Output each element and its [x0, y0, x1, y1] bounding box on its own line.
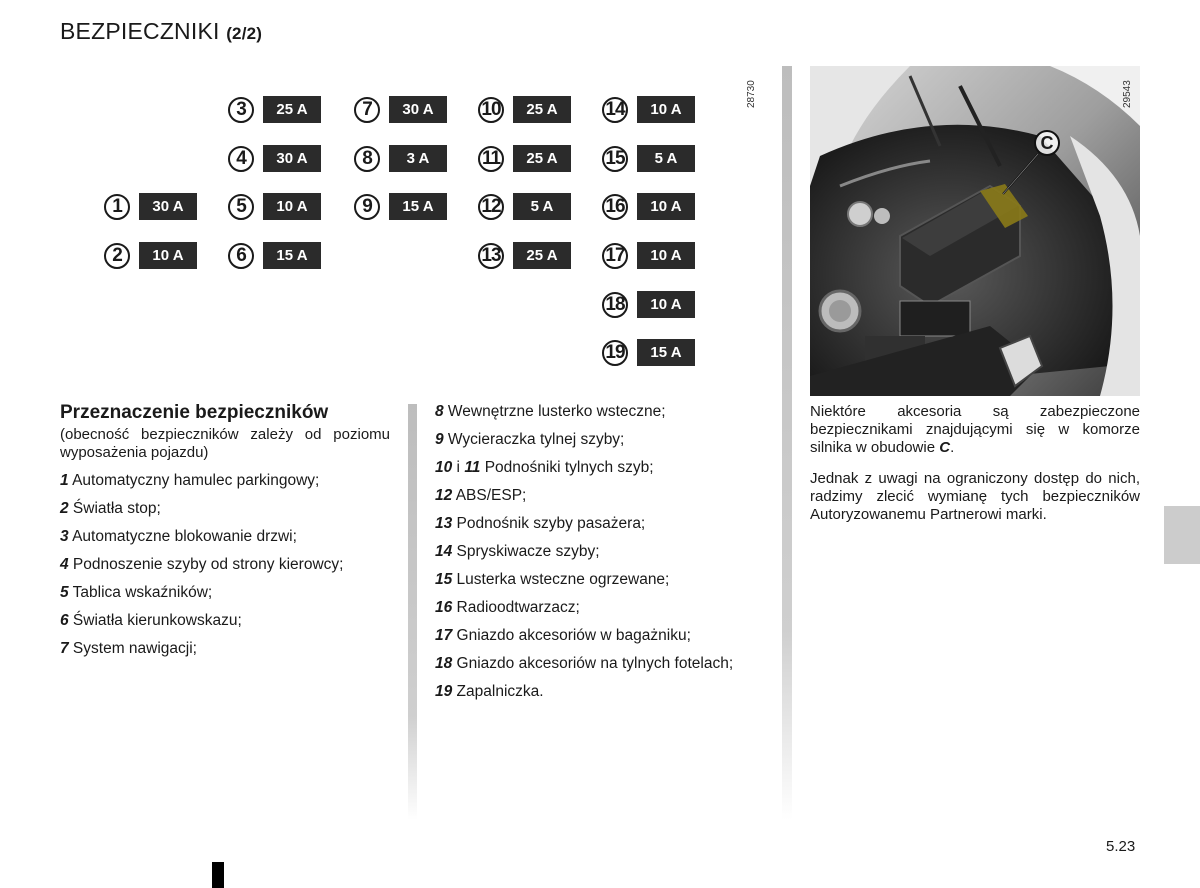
fuse-number: 6 — [228, 243, 254, 269]
fuse-rating: 10 A — [637, 96, 695, 123]
fuse-rating: 5 A — [637, 145, 695, 172]
fuse-number: 11 — [478, 146, 504, 172]
fuse-16 — [602, 193, 695, 220]
fuse-number: 19 — [602, 340, 628, 366]
fuse-number: 10 — [478, 97, 504, 123]
fuse-number: 13 — [478, 243, 504, 269]
fuse-number: 14 — [602, 97, 628, 123]
fuse-number: 4 — [228, 146, 254, 172]
fuse-3 — [228, 96, 321, 123]
fuse-number: 2 — [104, 243, 130, 269]
column-divider-left — [408, 404, 417, 820]
engine-bay-illustration — [810, 66, 1140, 396]
fuse-18 — [602, 291, 695, 318]
photo-figure-code: 29543 — [1122, 80, 1133, 108]
list-item: 8 Wewnętrzne lusterko wsteczne; — [435, 403, 666, 420]
fuse-5 — [228, 193, 321, 220]
title-suffix: (2/2) — [226, 24, 263, 43]
list-item: 15 Lusterka wsteczne ogrzewane; — [435, 571, 670, 588]
fuse-rating: 15 A — [389, 193, 447, 220]
fuse-number: 9 — [354, 194, 380, 220]
page-number: 5.23 — [1106, 838, 1136, 855]
list-item: 9 Wycieraczka tylnej szyby; — [435, 431, 625, 448]
section-tab — [1164, 506, 1200, 564]
list-item: 3 Automatyczne blokowanie drzwi; — [60, 528, 297, 545]
fuse-2 — [104, 242, 197, 269]
fuse-1 — [104, 193, 197, 220]
fuse-rating: 30 A — [263, 145, 321, 172]
fuse-15 — [602, 145, 695, 172]
list-item: 17 Gniazdo akcesoriów w bagażniku; — [435, 627, 691, 644]
fuse-rating: 15 A — [263, 242, 321, 269]
fuse-rating: 30 A — [139, 193, 197, 220]
fuse-6 — [228, 242, 321, 269]
fuse-rating: 25 A — [513, 242, 571, 269]
fuse-rating: 30 A — [389, 96, 447, 123]
list-item: 2 Światła stop; — [60, 500, 161, 517]
fuse-4 — [228, 145, 321, 172]
fuse-13 — [478, 242, 571, 269]
fuse-number: 8 — [354, 146, 380, 172]
fuse-number: 12 — [478, 194, 504, 220]
list-item: 16 Radioodtwarzacz; — [435, 599, 580, 616]
fuse-rating: 10 A — [637, 291, 695, 318]
fuse-11 — [478, 145, 571, 172]
fuse-19 — [602, 339, 695, 366]
fuse-number: 15 — [602, 146, 628, 172]
title-main: BEZPIECZNIKI — [60, 18, 220, 44]
list-item: 14 Spryskiwacze szyby; — [435, 543, 600, 560]
fuse-10 — [478, 96, 571, 123]
fuse-8 — [354, 145, 447, 172]
page-title — [60, 18, 262, 45]
list-item: 7 System nawigacji; — [60, 640, 197, 657]
fuse-17 — [602, 242, 695, 269]
section-heading: Przeznaczenie bezpieczników — [60, 402, 329, 423]
fuse-14 — [602, 96, 695, 123]
column-divider-right — [782, 66, 792, 820]
fuse-rating: 10 A — [139, 242, 197, 269]
list-item: 13 Podnośnik szyby pasażera; — [435, 515, 646, 532]
fuse-number: 17 — [602, 243, 628, 269]
fuse-number: 3 — [228, 97, 254, 123]
fuse-9 — [354, 193, 447, 220]
fuse-rating: 10 A — [637, 193, 695, 220]
list-item: 19 Zapalniczka. — [435, 683, 544, 700]
fuse-rating: 5 A — [513, 193, 571, 220]
fuse-rating: 25 A — [513, 145, 571, 172]
diagram-figure-code: 28730 — [746, 80, 757, 108]
fuse-rating: 10 A — [263, 193, 321, 220]
list-item: 5 Tablica wskaźników; — [60, 584, 213, 601]
fuse-rating: 25 A — [513, 96, 571, 123]
fuse-rating: 10 A — [637, 242, 695, 269]
list-item: 4 Podnoszenie szyby od strony kierowcy; — [60, 556, 344, 573]
fuse-12 — [478, 193, 571, 220]
list-item: 10 i 11 Podnośniki tylnych szyb; — [435, 459, 654, 476]
fuse-number: 7 — [354, 97, 380, 123]
fuse-rating: 25 A — [263, 96, 321, 123]
print-mark — [212, 862, 224, 888]
fuse-number: 1 — [104, 194, 130, 220]
fuse-number: 5 — [228, 194, 254, 220]
callout-c: C — [1034, 130, 1060, 156]
replacement-advice: Jednak z uwagi na ograniczony dostęp do nich, radzimy zlecić wymianę tych bezpieczników Autoryzowanemu Partnerowi marki. — [810, 470, 1140, 523]
accessories-fuse-note: Niektóre akcesoria są zabezpieczone bezpiecznikami znajdującymi się w komorze silnika w obudowie C. — [810, 403, 1140, 456]
list-item: 1 Automatyczny hamulec parkingowy; — [60, 472, 320, 489]
fuse-number: 16 — [602, 194, 628, 220]
fuse-allocation-list-right — [435, 403, 733, 711]
fuse-7 — [354, 96, 447, 123]
engine-bay-photo — [810, 66, 1140, 396]
fuse-number: 18 — [602, 292, 628, 318]
equipment-note: (obecność bezpieczników zależy od poziomu wyposażenia pojazdu) — [60, 426, 390, 461]
list-item: 12 ABS/ESP; — [435, 487, 527, 504]
list-item: 18 Gniazdo akcesoriów na tylnych fotelach; — [435, 655, 734, 672]
fuse-rating: 15 A — [637, 339, 695, 366]
fuse-rating: 3 A — [389, 145, 447, 172]
list-item: 6 Światła kierunkowskazu; — [60, 612, 242, 629]
fuse-allocation-list-left — [60, 472, 343, 668]
